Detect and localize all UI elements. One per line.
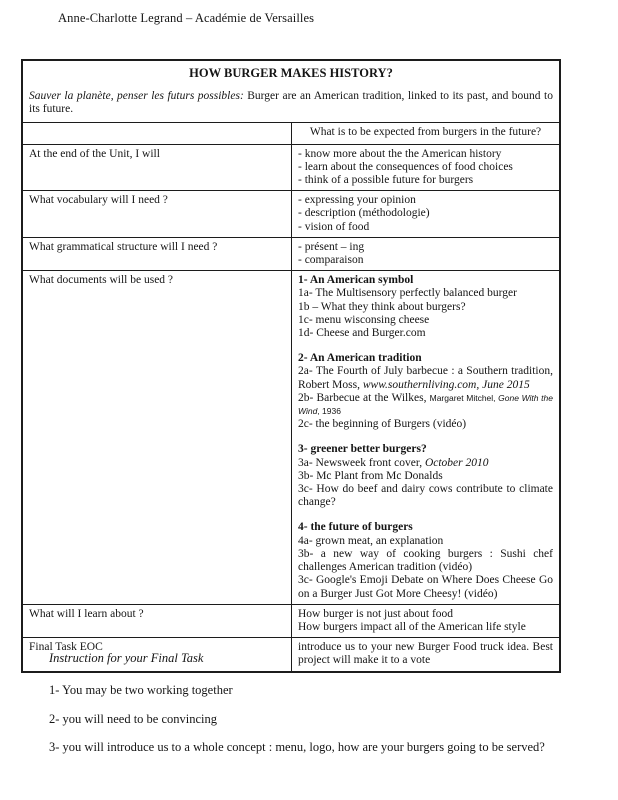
- section-heading: 1- An American symbol: [298, 274, 414, 287]
- bullet-line: How burgers impact all of the American life style: [298, 620, 526, 633]
- doc-line: 1c- menu wisconsing cheese: [298, 313, 430, 326]
- row-label: What grammatical structure will I need ?: [29, 240, 218, 253]
- instruction-item: 2- you will need to be convincing: [49, 711, 218, 726]
- bullet-line: How burger is not just about food: [298, 607, 454, 620]
- row-label: What documents will be used ?: [29, 274, 174, 287]
- final-task-instructions: [49, 651, 579, 755]
- bullet-line: - expressing your opinion: [298, 194, 416, 207]
- table-subtitle: [29, 90, 553, 116]
- citation-year-run: , 1936: [317, 406, 341, 417]
- citation-run: Margaret Mitchel,: [429, 392, 499, 403]
- empty-cell: [23, 123, 291, 144]
- spacer: [298, 340, 553, 352]
- row-content: [291, 191, 559, 237]
- doc-run-italic: www.southernliving.com, June 2015: [362, 378, 530, 391]
- bullet-line: - vision of food: [298, 220, 370, 233]
- table-row: [23, 190, 559, 237]
- lesson-plan-table: [21, 59, 561, 673]
- bullet-line: - know more about the the American history: [298, 147, 502, 160]
- section-heading: 3- greener better burgers?: [298, 443, 427, 456]
- doc-line: 3c- Google's Emoji Debate on Where Does Cheese Go on a Burger Just Got More Cheesy! (vidéo): [298, 574, 553, 600]
- row-label: At the end of the Unit, I will: [29, 147, 160, 160]
- doc-run-italic: October 2010: [424, 456, 489, 469]
- doc-line: [298, 457, 553, 470]
- row-content: [291, 238, 559, 270]
- doc-line: [298, 365, 553, 391]
- bullet-line: - comparaison: [298, 254, 364, 267]
- instruction-title: Instruction for your Final Task: [49, 651, 204, 665]
- spacer: [298, 509, 553, 521]
- table-row: [23, 122, 559, 144]
- row-label: What vocabulary will I need ?: [29, 194, 168, 207]
- doc-line: [298, 392, 553, 418]
- table-row: [23, 604, 559, 637]
- doc-line: 1a- The Multisensory perfectly balanced burger: [298, 287, 517, 300]
- row-label: Final Task EOC: [29, 641, 103, 654]
- doc-run: 2a- The Fourth of July barbecue : a Southern tradition, Robert Moss,: [298, 365, 553, 391]
- section-heading: 2- An American tradition: [298, 352, 422, 365]
- table-title: HOW BURGER MAKES HISTORY?: [189, 66, 393, 80]
- bullet-line: - learn about the consequences of food choices: [298, 160, 513, 173]
- citation-title-run: Gone With the Wind: [298, 392, 553, 417]
- subtitle-normal-run: Burger are an American tradition, linked to its past, and bound to its future.: [29, 90, 553, 116]
- bullet-line: - présent – ing: [298, 240, 365, 253]
- doc-run: 2b- Barbecue at the Wilkes,: [298, 391, 430, 404]
- instruction-item: 3- you will introduce us to a whole concept : menu, logo, how are your burgers going to be served?: [49, 740, 545, 754]
- doc-line: 3b- Mc Plant from Mc Donalds: [298, 469, 443, 482]
- author-byline: Anne-Charlotte Legrand – Académie de Versailles: [58, 11, 315, 25]
- spacer: [298, 431, 553, 443]
- table-row: [23, 61, 559, 122]
- doc-line: 2c- the beginning of Burgers (vidéo): [298, 418, 467, 431]
- row-label: What will I learn about ?: [29, 607, 144, 620]
- doc-line: 1d- Cheese and Burger.com: [298, 327, 426, 340]
- bullet-line: - description (méthodologie): [298, 207, 430, 220]
- doc-line: 3c- How do beef and dairy cows contribute to climate change?: [298, 483, 553, 509]
- doc-line: 1b – What they think about burgers?: [298, 300, 466, 313]
- row-content: [291, 605, 559, 637]
- bullet-line: - think of a possible future for burgers: [298, 174, 474, 187]
- doc-run: 3a- Newsweek front cover,: [298, 456, 425, 469]
- instruction-item: 1- You may be two working together: [49, 683, 233, 697]
- documents-cell: [291, 271, 559, 603]
- expect-header-cell: What is to be expected from burgers in the future?: [291, 123, 559, 144]
- doc-line: 3b- a new way of cooking burgers : Sushi chef challenges American tradition (vidéo): [298, 547, 553, 574]
- doc-line: 4a- grown meat, an explanation: [298, 534, 444, 547]
- final-task-cell: introduce us to your new Burger Food truck idea. Best project will make it to a vote: [291, 638, 559, 670]
- table-row: [23, 270, 559, 603]
- title-cell: [23, 61, 559, 122]
- table-row: [23, 144, 559, 191]
- row-content: [291, 145, 559, 191]
- table-row: [23, 237, 559, 270]
- subtitle-italic-run: Sauver la planète, penser les futurs possibles:: [29, 90, 244, 103]
- section-heading: 4- the future of burgers: [298, 521, 413, 534]
